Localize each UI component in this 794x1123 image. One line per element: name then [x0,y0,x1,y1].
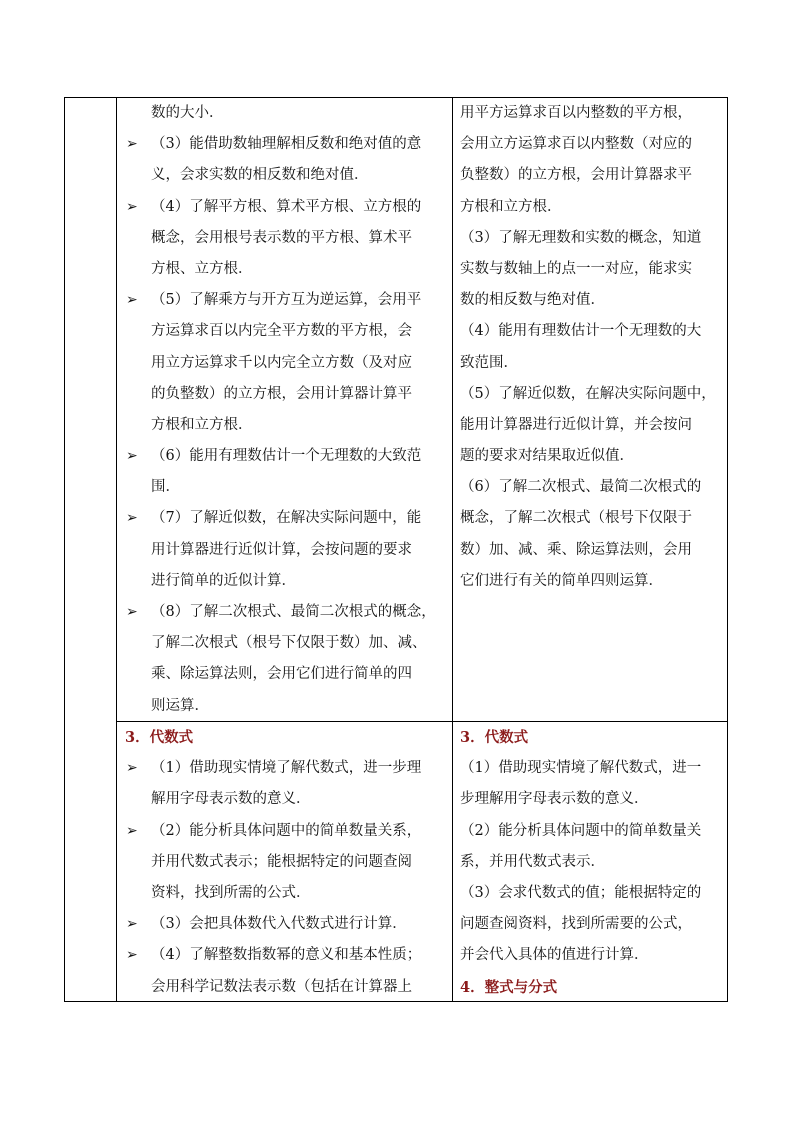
curriculum-table [64,97,728,1002]
line-text: （3）会把具体数代入代数式进行计算． [151,916,407,933]
line-text: 了解二次根式（根号下仅限于数）加、减、 [151,635,427,652]
text-line [117,472,452,503]
text-line [117,972,452,1003]
text-line [460,316,725,347]
line-text: 方根和立方根． [460,198,562,215]
bullet-arrow-icon: ➢ [126,198,138,215]
line-text: 围． [151,479,180,496]
line-text: （2）能分析具体问题中的简单数量关系， [151,822,422,839]
text-line [117,597,452,628]
line-text: 资料，找到所需的公式． [151,884,311,901]
line-text: 方根、立方根． [151,260,253,277]
text-line [460,254,725,285]
line-text: 会用科学记数法表示数（包括在计算器上 [151,978,412,995]
line-text: （4）能用有理数估计一个无理数的大 [460,323,702,340]
text-line [460,566,725,597]
text-line [117,628,452,659]
line-text: 则运算． [151,697,209,714]
line-text: 问题查阅资料，找到所需要的公式， [460,916,692,933]
text-line [460,847,725,878]
section-title [460,972,725,1003]
text-line [460,98,725,129]
text-line [460,535,725,566]
line-text: （5）了解近似数，在解决实际问题中， [460,385,716,402]
text-line [117,254,452,285]
text-line [117,316,452,347]
line-text: 的负整数）的立方根，会用计算器计算平 [151,385,412,402]
line-text: 数的相反数与绝对值． [460,292,605,309]
text-line [117,940,452,971]
text-line [460,129,725,160]
line-text: （1）借助现实情境了解代数式，进一 [460,760,702,777]
line-text: 并用代数式表示；能根据特定的问题查阅 [151,853,412,870]
text-line [460,223,725,254]
line-text: （1）借助现实情境了解代数式，进一步理 [151,760,422,777]
text-line [117,285,452,316]
line-text: 步理解用字母表示数的意义． [460,791,649,808]
text-line [117,847,452,878]
line-text: 方运算求百以内完全平方数的平方根，会 [151,323,412,340]
text-line [117,535,452,566]
line-text: （5）了解乘方与开方互为逆运算，会用平 [151,292,422,309]
line-text: 解用字母表示数的意义． [151,791,311,808]
bullet-arrow-icon: ➢ [126,292,138,309]
text-line [460,192,725,223]
line-text: 义，会求实数的相反数和绝对值． [151,167,369,184]
text-line [460,816,725,847]
line-text: 3．代数式 [460,729,529,746]
text-line [117,784,452,815]
line-text: （3）能借助数轴理解相反数和绝对值的意 [151,136,422,153]
line-text: 方根和立方根． [151,416,253,433]
bullet-arrow-icon: ➢ [126,916,138,933]
text-line [460,348,725,379]
line-text: 系，并用代数式表示． [460,853,605,870]
line-text: 负整数）的立方根，会用计算器求平 [460,167,692,184]
line-text: 并会代入具体的值进行计算． [460,947,649,964]
text-line [460,441,725,472]
line-text: 乘、除运算法则，会用它们进行简单的四 [151,666,412,683]
text-line [460,379,725,410]
text-line [117,98,452,129]
line-text: 数）加、减、乘、除运算法则，会用 [460,541,692,558]
text-line [460,285,725,316]
text-line [117,816,452,847]
text-line [117,223,452,254]
text-line [117,379,452,410]
bullet-arrow-icon: ➢ [126,510,138,527]
text-line [460,410,725,441]
line-text: 会用立方运算求百以内整数（对应的 [460,136,692,153]
bullet-arrow-icon: ➢ [126,822,138,839]
text-line [117,659,452,690]
text-line [117,160,452,191]
bullet-arrow-icon: ➢ [126,760,138,777]
text-line [460,909,725,940]
text-line [117,878,452,909]
line-text: （4）了解平方根、算术平方根、立方根的 [151,198,422,215]
text-line [460,472,725,503]
line-text: 用计算器进行近似计算，会按问题的要求 [151,541,412,558]
line-text: （3）了解无理数和实数的概念，知道 [460,229,702,246]
line-text: 用立方运算求千以内完全立方数（及对应 [151,354,412,371]
text-line [117,691,452,722]
right-top-cell [460,98,725,597]
line-text: 致范围． [460,354,518,371]
text-line [460,878,725,909]
text-line [460,753,725,784]
line-text: 用平方运算求百以内整数的平方根， [460,105,692,121]
text-line [460,784,725,815]
left-bottom-cell [117,722,452,1003]
line-text: 3．代数式 [125,729,194,746]
bullet-arrow-icon: ➢ [126,947,138,964]
text-line [460,160,725,191]
text-line [117,909,452,940]
line-text: 能用计算器进行近似计算，并会按问 [460,416,692,433]
text-line [117,441,452,472]
line-text: 它们进行有关的简单四则运算． [460,572,663,589]
bullet-arrow-icon: ➢ [126,604,138,620]
section-title [117,722,452,753]
line-text: （8）了解二次根式、最简二次根式的概念， [151,604,436,620]
right-bottom-cell [460,722,725,1003]
bullet-arrow-icon: ➢ [126,136,138,153]
text-line [460,503,725,534]
text-line [117,129,452,160]
line-text: 进行简单的近似计算． [151,572,296,589]
text-line [117,753,452,784]
line-text: （6）了解二次根式、最简二次根式的 [460,479,702,496]
left-top-cell [117,98,452,722]
line-text: 数的大小． [151,105,224,121]
text-line [117,192,452,223]
line-text: 实数与数轴上的点一一对应，能求实 [460,260,692,277]
line-text: 概念，了解二次根式（根号下仅限于 [460,510,692,527]
line-text: 概念，会用根号表示数的平方根、算术平 [151,229,412,246]
text-line [117,503,452,534]
line-text: （3）会求代数式的值；能根据特定的 [460,884,702,901]
text-line [117,410,452,441]
text-line [117,566,452,597]
line-text: （2）能分析具体问题中的简单数量关 [460,822,702,839]
line-text: （6）能用有理数估计一个无理数的大致范 [151,448,422,465]
bullet-arrow-icon: ➢ [126,448,138,465]
column-divider-2 [452,98,453,1001]
section-title [460,722,725,753]
line-text: 题的要求对结果取近似值． [460,448,634,465]
line-text: （4）了解整数指数幂的意义和基本性质； [151,947,422,964]
text-line [117,348,452,379]
line-text: （7）了解近似数，在解决实际问题中，能 [151,510,422,527]
line-text: 4．整式与分式 [460,978,558,996]
text-line [460,940,725,971]
